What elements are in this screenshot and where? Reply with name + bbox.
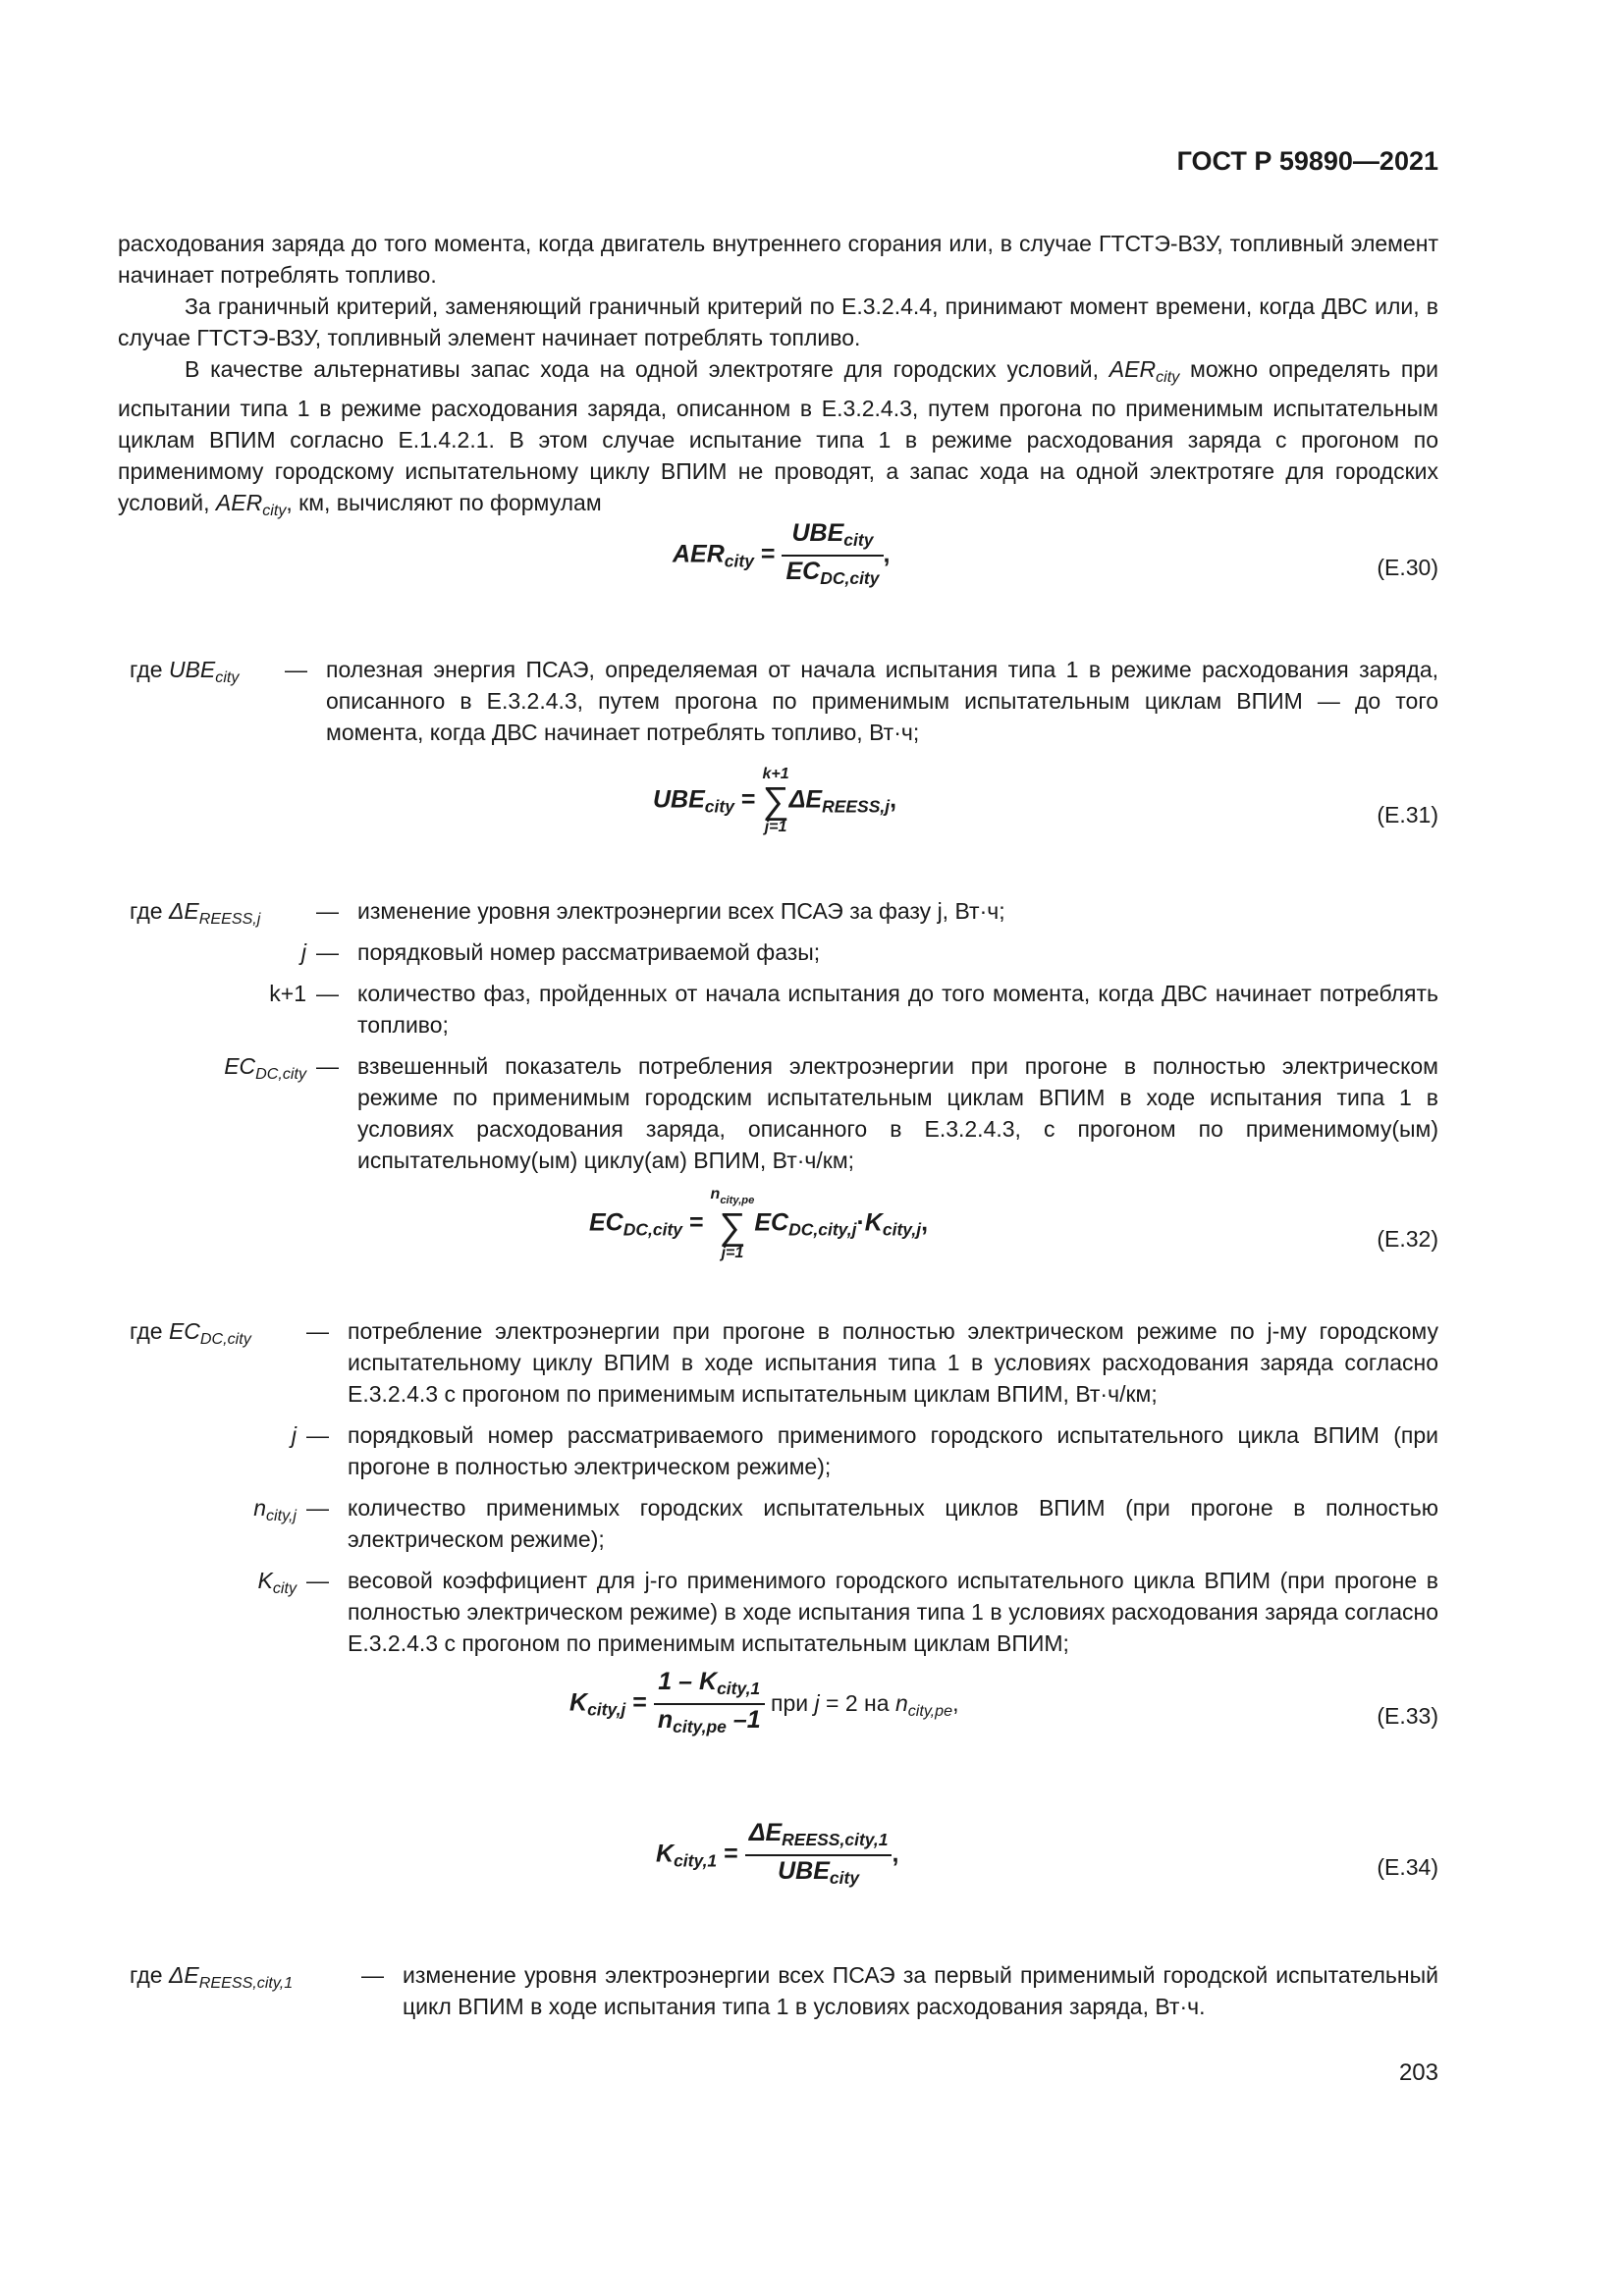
page-number: 203: [1398, 2059, 1438, 2086]
paragraph-3: [118, 353, 1438, 526]
definition-k-city: $K_{city}$ — весовой коэффициент для j-го применимого городского испытательного цикла ВПИМ (при прогоне в полностью электрическом режиме) в ходе испытания типа 1 в условиях расходования заряда согласно Е.3.2.4.3 с прогоном по применимым испытательным циклам ВПИМ;: [257, 1568, 1438, 1656]
formula-e33: [118, 1667, 1438, 1755]
definition-n-city-j: $n_{city,j}$ — количество применимых городских испытательных циклов ВПИМ (при прогоне в полностью электрическом режиме);: [253, 1495, 1438, 1552]
formula-e31-number: (Е.31): [1377, 802, 1438, 828]
formula-e30-body: $AER_{city}$ = $\frac{UBE_{city}}{EC_{DC,city}}$ ,: [673, 519, 891, 588]
paragraph-1: расходования заряда до того момента, когда двигатель внутреннего сгорания или, в случае ГТСТЭ-ВЗУ, топливный элемент начинает потреблять топливо.: [118, 231, 1438, 288]
formula-e32: [118, 1186, 1438, 1288]
definition-delta-e-reess-j: где $\Delta E_{REESS,j}$ — изменение уровня электроэнергии всех ПСАЭ за фазу j, Вт·ч;: [130, 898, 1005, 928]
definition-ec-dc-city-weighted: $EC_{DC,city}$ — взвешенный показатель потребления электроэнергии при прогоне в полностью электрическом режиме по применимым городским испытательным циклам ВПИМ в ходе испытания типа 1 в условиях расходования заряда, описанного в Е.3.2.4.3, с прогоном по применимому(ым) испытательному(ым) циклу(ам) ВПИМ, Вт·ч/км;: [224, 1053, 1438, 1173]
definition-j-cycle: j — порядковый номер рассматриваемого применимого городского испытательного цикла ВПИМ (при прогоне в полностью электрическом режиме);: [291, 1422, 1438, 1479]
formula-e34-body: $K_{city,1}$ = $\frac{\Delta E_{REESS,city,1}}{UBE_{city}}$ ,: [656, 1819, 899, 1888]
definitions-e31: [118, 895, 1438, 1186]
intro-text: [118, 228, 1438, 526]
aer-city-symbol: $AER_{city}$: [1109, 356, 1180, 386]
paragraph-2: За граничный критерий, заменяющий граничный критерий по Е.3.2.4.4, принимают момент времени, когда ДВС или, в случае ГТСТЭ-ВЗУ, топливный элемент начинает потреблять топливо.: [118, 294, 1438, 350]
definition-j-phase: j — порядковый номер рассматриваемой фазы;: [300, 939, 821, 965]
definition-delta-e-reess-city-1: где $\Delta E_{REESS,city,1}$ — изменение уровня электроэнергии всех ПСАЭ за первый применимый городской испытательный цикл ВПИМ в ходе испытания типа 1 в условиях расходования заряда, Вт·ч.: [130, 1962, 1438, 2019]
formula-e30-number: (Е.30): [1377, 555, 1438, 580]
formula-e32-body: $EC_{DC,city}$ = $n_{city,pe}$ ∑ j=1 $EC_{DC,city,j}\cdot K_{city,j}$,: [589, 1186, 929, 1261]
definition-k-plus-1: k+1 — количество фаз, пройденных от начала испытания до того момента, когда ДВС начинает потреблять топливо;: [269, 981, 1438, 1038]
definition-ube-city: где $UBE_{city}$ — полезная энергия ПСАЭ, определяемая от начала испытания типа 1 в режиме расходования заряда, описанного в Е.3.2.4.3, путем прогона по применимым испытательным циклам ВПИМ — до того момента, когда ДВС начинает потреблять топливо, Вт·ч;: [130, 657, 1438, 745]
formula-e30: [118, 518, 1438, 607]
formula-e31: [118, 766, 1438, 864]
definition-ec-dc-city-j: где $EC_{DC,city}$ — потребление электроэнергии при прогоне в полностью электрическом режиме по j-му городскому испытательному циклу ВПИМ в ходе испытания типа 1 в условиях расходования заряда согласно Е.3.2.4.3 с прогоном по применимым испытательным циклам ВПИМ, Вт·ч/км;: [130, 1318, 1438, 1407]
formula-e31-body: $UBE_{city}$ = k+1 ∑ j=1 $\Delta E_{REESS,j}$,: [653, 766, 897, 835]
formula-e32-number: (Е.32): [1377, 1226, 1438, 1252]
document-header: ГОСТ Р 59890—2021: [1176, 146, 1438, 176]
formula-e33-body: $K_{city,j}$ = $\frac{1 - K_{city,1}}{n_{city,pe} -1}$ при j = 2 на $n_{city,pe}$,: [569, 1668, 959, 1736]
definitions-e30: [118, 654, 1438, 758]
aer-city-symbol-2: $AER_{city}$: [215, 490, 287, 519]
formula-e34-number: (Е.34): [1377, 1854, 1438, 1880]
definitions-e34: [118, 1959, 1438, 2032]
paragraph-3-part-a: В качестве альтернативы запас хода на одной электротяге для городских условий,: [185, 356, 1100, 382]
paragraph-3-part-c: , км, вычисляют по формулам: [286, 490, 602, 515]
formula-e33-number: (Е.33): [1377, 1703, 1438, 1729]
formula-e34: [118, 1818, 1438, 1906]
definitions-e32: [118, 1315, 1438, 1669]
paragraph-3-part-b: можно определять при испытании типа 1 в режиме расходования заряда, описанном в Е.3.2.4.3, путем прогона по применимым испытательным циклам ВПИМ согласно Е.1.4.2.1. В этом случае испытание типа 1 в режиме расходования заряда с прогоном по применимому городскому испытательному циклу ВПИМ не проводят, а запас хода на одной электротяге для городских условий,: [118, 356, 1439, 515]
